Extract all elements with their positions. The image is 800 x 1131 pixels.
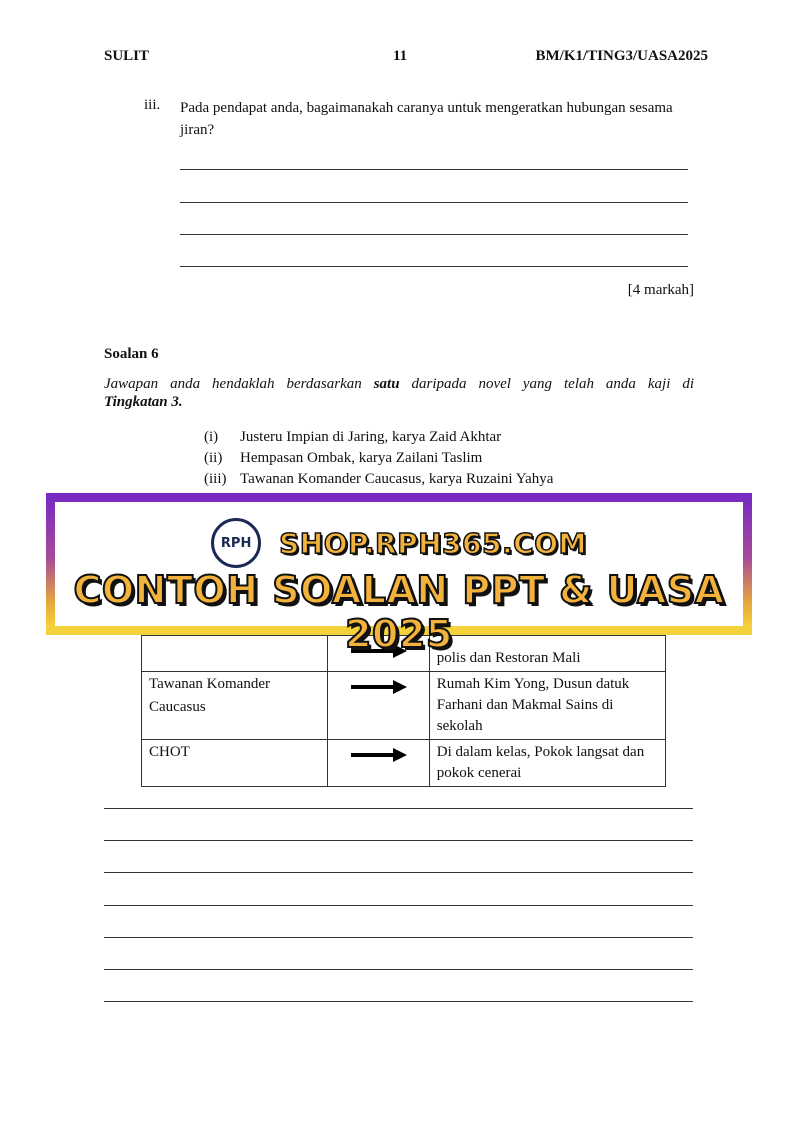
novel-setting-table bbox=[141, 635, 666, 787]
promo-banner bbox=[46, 493, 752, 656]
answer-line[interactable] bbox=[104, 808, 693, 809]
instruction-line2: Tingkatan 3. bbox=[104, 394, 183, 410]
answer-line[interactable] bbox=[180, 169, 688, 170]
novel-list bbox=[204, 427, 553, 490]
question-text: Pada pendapat anda, bagaimanakah caranya untuk mengeratkan hubungan sesama jiran? bbox=[180, 100, 673, 138]
table-cell-novel-line: Caucasus bbox=[149, 699, 206, 715]
right-arrow-icon bbox=[351, 680, 407, 694]
list-item bbox=[204, 427, 553, 448]
answer-line[interactable] bbox=[180, 202, 688, 203]
table-cell-arrow bbox=[328, 672, 429, 740]
right-arrow-icon bbox=[351, 748, 407, 762]
table-cell-novel-line: Tawanan Komander bbox=[149, 676, 270, 692]
list-item bbox=[204, 469, 553, 490]
question-number: iii. bbox=[144, 97, 161, 113]
list-item-title: Hempasan Ombak, karya Zailani Taslim bbox=[240, 450, 483, 466]
table-cell-arrow bbox=[328, 740, 429, 787]
answer-line[interactable] bbox=[104, 969, 693, 970]
list-item-number: (iii) bbox=[204, 471, 227, 487]
instruction-text bbox=[104, 374, 694, 394]
answer-line[interactable] bbox=[104, 905, 693, 906]
table-cell-setting: polis dan Restoran Mali bbox=[429, 636, 665, 672]
header-sulit: SULIT bbox=[104, 48, 150, 64]
table-cell-setting: Rumah Kim Yong, Dusun datuk Farhani dan Makmal Sains di sekolah bbox=[429, 672, 665, 740]
instruction-pre: Jawapan anda hendaklah berdasarkan bbox=[104, 376, 374, 392]
page-number: 11 bbox=[393, 48, 408, 64]
list-item-number: (ii) bbox=[204, 450, 223, 466]
table-row bbox=[142, 740, 666, 787]
answer-line[interactable] bbox=[104, 872, 693, 873]
list-item bbox=[204, 448, 553, 469]
list-item-number: (i) bbox=[204, 429, 219, 445]
marks-label: [4 markah] bbox=[627, 282, 694, 298]
answer-line[interactable] bbox=[180, 234, 688, 235]
instruction-bold: satu bbox=[373, 376, 400, 392]
banner-title: CONTOH SOALAN PPT & UASA 2025 bbox=[73, 568, 725, 656]
answer-line[interactable] bbox=[104, 937, 693, 938]
table-cell-setting: Di dalam kelas, Pokok langsat dan pokok cenerai bbox=[429, 740, 665, 787]
paper-code: BM/K1/TING3/UASA2025 bbox=[535, 48, 708, 64]
answer-line[interactable] bbox=[104, 840, 693, 841]
instruction-post: daripada novel yang telah anda kaji di bbox=[399, 376, 694, 392]
table-cell-novel: CHOT bbox=[142, 740, 328, 787]
rph-logo-icon: RPH bbox=[211, 518, 261, 568]
list-item-title: Justeru Impian di Jaring, karya Zaid Akhtar bbox=[240, 429, 502, 445]
answer-line[interactable] bbox=[180, 266, 688, 267]
table-row bbox=[142, 672, 666, 740]
table-cell-novel bbox=[142, 672, 328, 740]
list-item-title: Tawanan Komander Caucasus, karya Ruzaini Yahya bbox=[240, 471, 554, 487]
answer-line[interactable] bbox=[104, 1001, 693, 1002]
section-title: Soalan 6 bbox=[104, 346, 159, 362]
banner-top-row bbox=[55, 518, 743, 568]
shop-url: SHOP.RPH365.COM bbox=[279, 526, 587, 560]
